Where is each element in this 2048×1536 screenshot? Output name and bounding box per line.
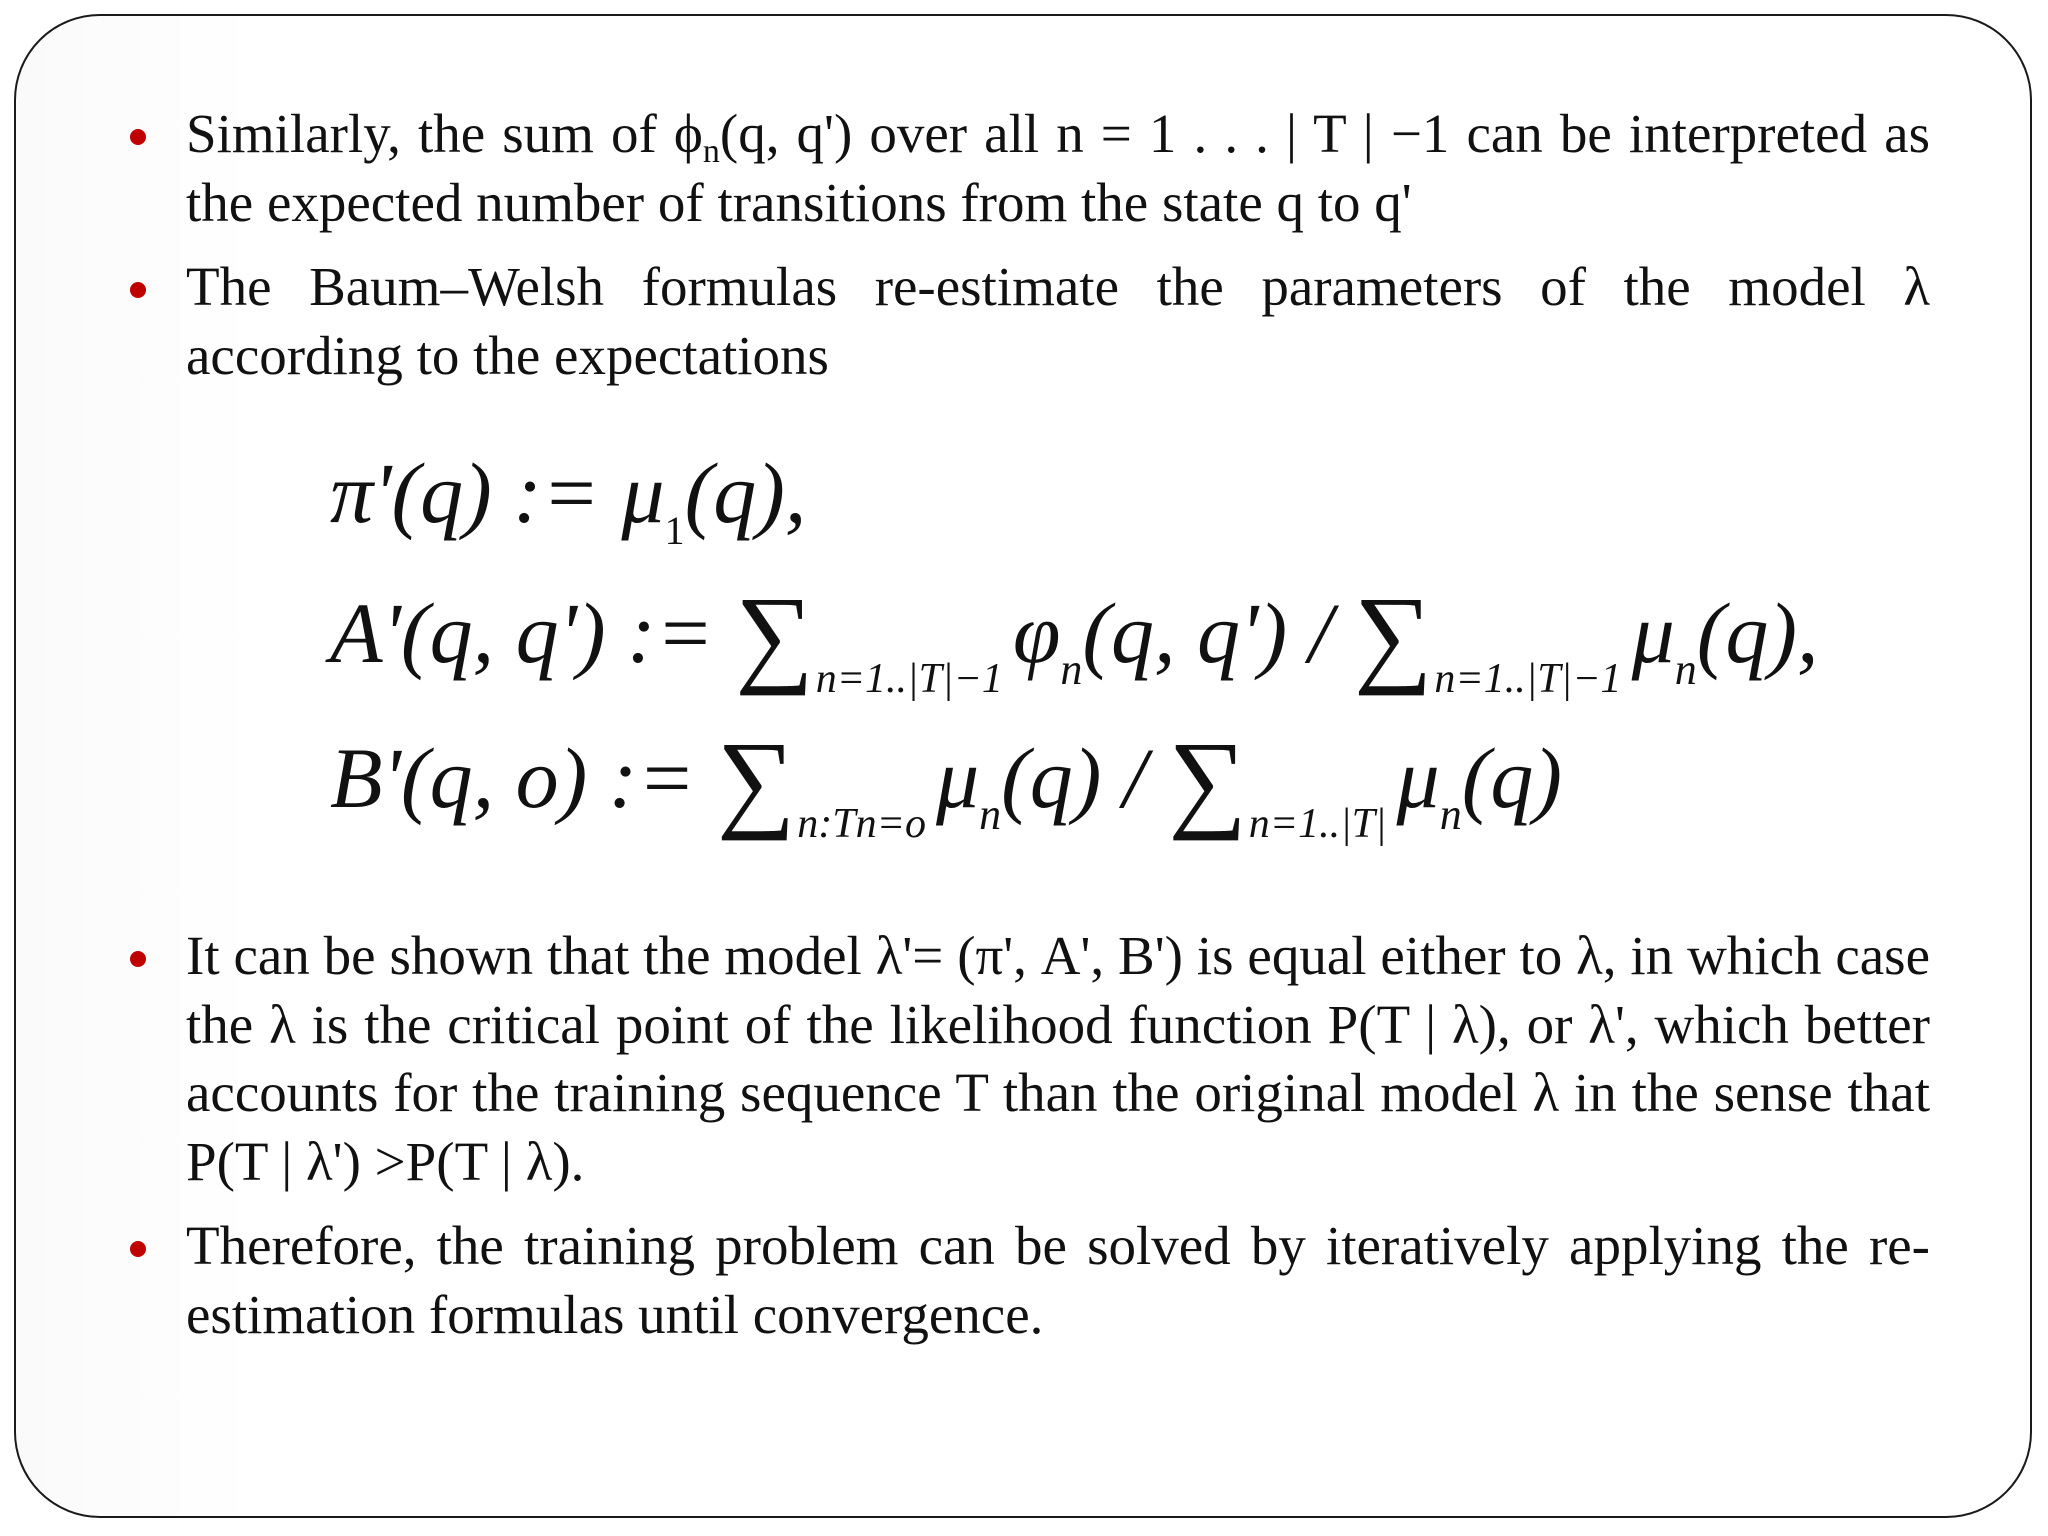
formula-block xyxy=(330,430,1980,850)
bullet-text: Similarly, the sum of $\phi_n(q$, q') over all n = 1 . . . | T | −1 can be interpreted as the expected number of transitions from the state q to q' xyxy=(186,103,1930,233)
formula-b: B'(q, o) := $\sum_{n:Tn=o}$ $\mu_n(q) / \sum_{n=1..|T|}$ $\mu_n(q)$ xyxy=(330,719,1562,847)
bullet-list-bottom xyxy=(122,922,1930,1349)
bullet-list-top xyxy=(122,100,1930,390)
bullet-item xyxy=(122,100,1930,237)
bullet-item xyxy=(122,253,1930,390)
bullet-text: The Baum–Welsh formulas re-estimate the parameters of the model λ according to the expectations xyxy=(186,256,1930,386)
formula-pi: π'(q) := $\mu_1(q)$, xyxy=(330,445,807,553)
bullet-dot xyxy=(130,282,146,298)
bullet-dot xyxy=(130,951,146,967)
bullet-item xyxy=(122,922,1930,1196)
bullet-text: It can be shown that the model λ'= (π', A', B') is equal either to λ, in which case the λ is the critical point of the likelihood function P(T | λ), or λ', which better accounts for the training sequence T than the original model λ in the sense that P(T | λ') >P(T | λ). xyxy=(186,925,1930,1192)
bullet-text: Therefore, the training problem can be solved by iteratively applying the re-estimation formulas until convergence. xyxy=(186,1215,1930,1345)
bullet-dot xyxy=(130,129,146,145)
bullet-dot xyxy=(130,1241,146,1257)
bullet-item xyxy=(122,1212,1930,1349)
formula-a: A'(q, q') := $\sum_{n=1..|T|-1}$ $\varphi_n(q$, $q') / \sum_{n=1..|T|-1}$ $\mu_n(q)$, xyxy=(330,574,1819,702)
